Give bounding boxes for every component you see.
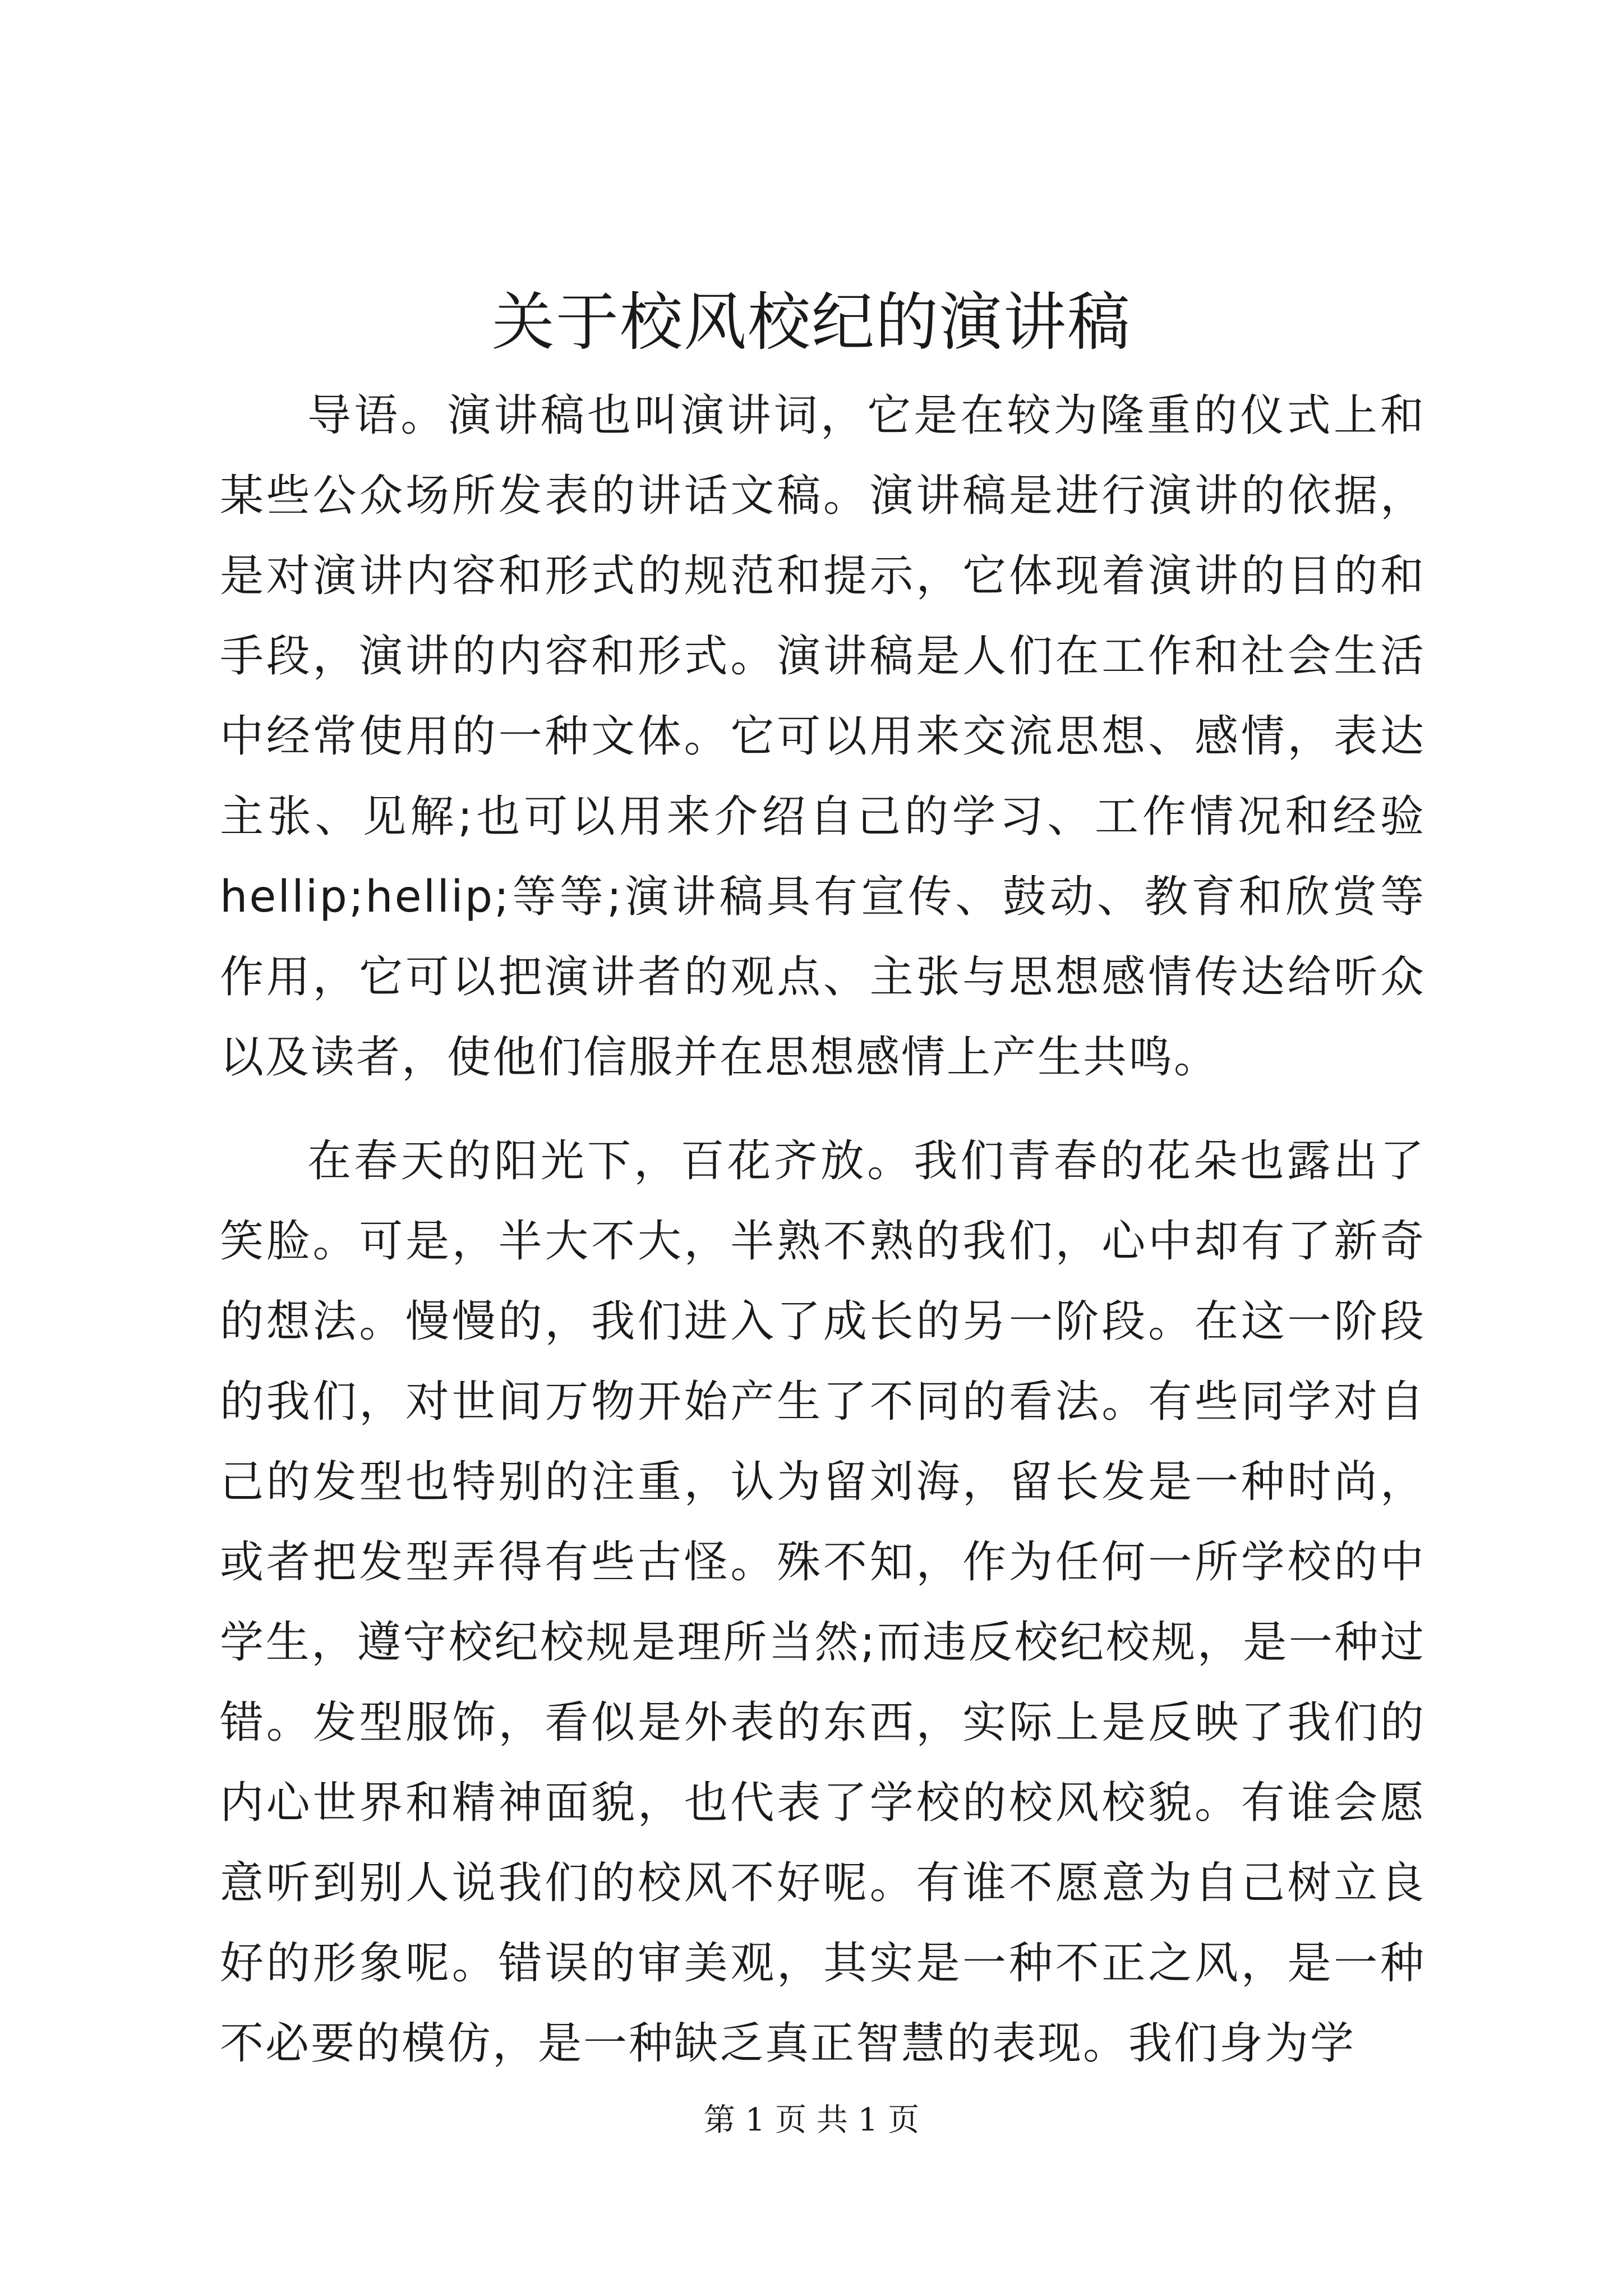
document-title: 关于校风校纪的演讲稿 bbox=[492, 286, 1131, 359]
paragraph-main: 在春天的阳光下，百花齐放。我们青春的花朵也露出了笑脸。可是，半大不大，半熟不熟的我们，心中却有了新奇的想法。慢慢的，我们进入了成长的另一阶段。在这一阶段的我们，对世间万物开始产生了不同的看法。有些同学对自己的发型也特别的注重，认为留刘海，留长发是一种时尚，或者把发型弄得有些古怪。殊不知，作为任何一所学校的中学生，遵守校纪校规是理所当然;而违反校纪校规，是一种过错。发型服饰，看似是外表的东西，实际上是反映了我们的内心世界和精神面貌，也代表了学校的校风校貌。有谁会愿意听到别人说我们的校风不好呢。有谁不愿意为自己树立良好的形象呢。错误的审美观，其实是一种不正之风，是一种不必要的模仿，是一种缺乏真正智慧的表现。我们身为学 bbox=[220, 1136, 1426, 2069]
page-footer: 第 1 页 共 1 页 bbox=[703, 2102, 920, 2138]
document-body bbox=[220, 376, 1426, 2108]
paragraph-intro: 导语。演讲稿也叫演讲词，它是在较为隆重的仪式上和某些公众场所发表的讲话文稿。演讲稿是进行演讲的依据，是对演讲内容和形式的规范和提示，它体现着演讲的目的和手段，演讲的内容和形式。演讲稿是人们在工作和社会生活中经常使用的一种文体。它可以用来交流思想、感情，表达主张、见解;也可以用来介绍自己的学习、工作情况和经验hellip;hellip;等等;演讲稿具有宣传、鼓动、教育和欣赏等作用，它可以把演讲者的观点、主张与思想感情传达给听众以及读者，使他们信服并在思想感情上产生共鸣。 bbox=[220, 390, 1426, 1083]
